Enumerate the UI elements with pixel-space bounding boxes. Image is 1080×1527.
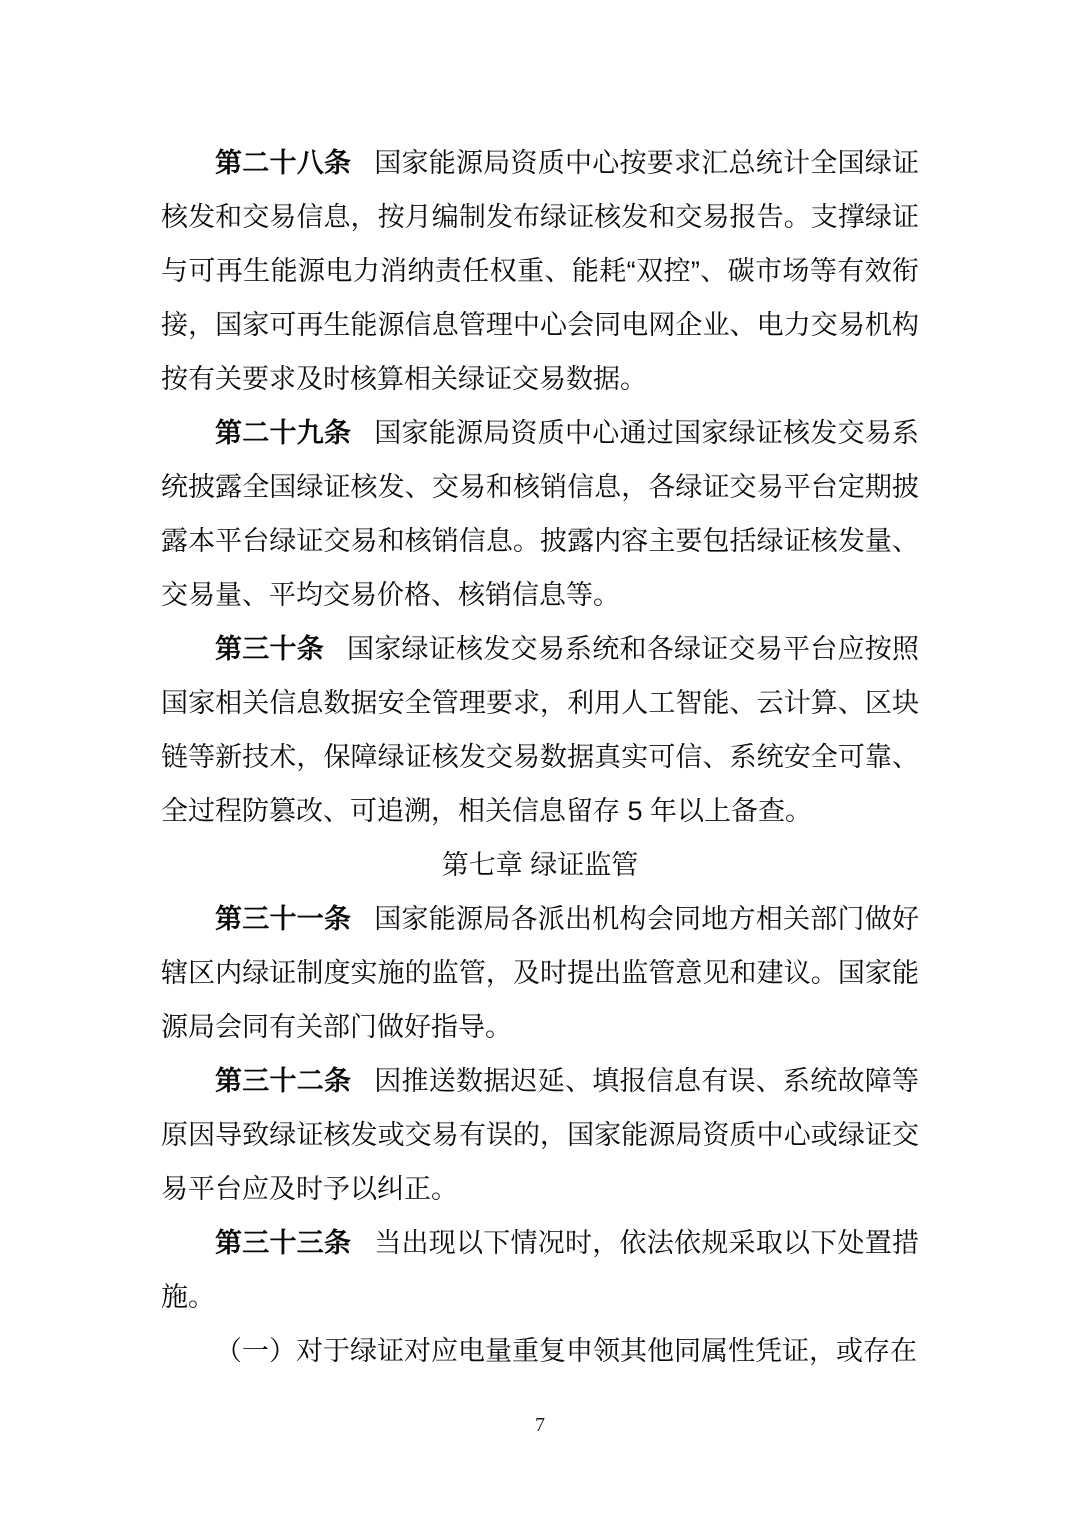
- article-paragraph: [161, 406, 919, 622]
- chapter-heading: 第七章 绿证监管: [441, 850, 639, 880]
- article-text: 因推送数据迟延、填报信息有误、系统故障等原因导致绿证核发或交易有误的，国家能源局资质中心或绿证交易平台应及时予以纠正。: [161, 1066, 920, 1204]
- article-number: 第三十一条: [215, 904, 352, 934]
- page-number: 7: [535, 1414, 545, 1436]
- document-body: [161, 136, 919, 1378]
- article-paragraph: [161, 1216, 919, 1324]
- article-paragraph: [161, 892, 919, 1054]
- article-text: 国家能源局资质中心按要求汇总统计全国绿证核发和交易信息，按月编制发布绿证核发和交易报告。支撑绿证与可再生能源电力消纳责任权重、能耗“双控”、碳市场等有效衔接，国家可再生能源信息管理中心会同电网企业、电力交易机构按有关要求及时核算相关绿证交易数据。: [161, 148, 920, 394]
- article-paragraph: [161, 136, 919, 406]
- article-number: 第三十三条: [215, 1228, 352, 1258]
- article-number: 第二十九条: [215, 418, 352, 448]
- article-number: 第二十八条: [215, 148, 352, 178]
- article-number: 第三十条: [215, 634, 325, 664]
- article-number: 第三十二条: [215, 1066, 352, 1096]
- article-text: 国家能源局各派出机构会同地方相关部门做好辖区内绿证制度实施的监管，及时提出监管意见和建议。国家能源局会同有关部门做好指导。: [161, 904, 920, 1042]
- article-paragraph: [161, 622, 919, 838]
- article-text: 当出现以下情况时，依法依规采取以下处置措施。: [161, 1228, 920, 1312]
- article-text: 国家绿证核发交易系统和各绿证交易平台应按照国家相关信息数据安全管理要求，利用人工智能、云计算、区块链等新技术，保障绿证核发交易数据真实可信、系统安全可靠、全过程防篡改、可追溯，相关信息留存 5 年以上备查。: [161, 634, 920, 826]
- article-paragraph: [161, 1054, 919, 1216]
- article-text: 国家能源局资质中心通过国家绿证核发交易系统披露全国绿证核发、交易和核销信息，各绿证交易平台定期披露本平台绿证交易和核销信息。披露内容主要包括绿证核发量、交易量、平均交易价格、核销信息等。: [161, 418, 920, 610]
- list-item-paragraph: （一）对于绿证对应电量重复申领其他同属性凭证，或存在: [215, 1336, 917, 1366]
